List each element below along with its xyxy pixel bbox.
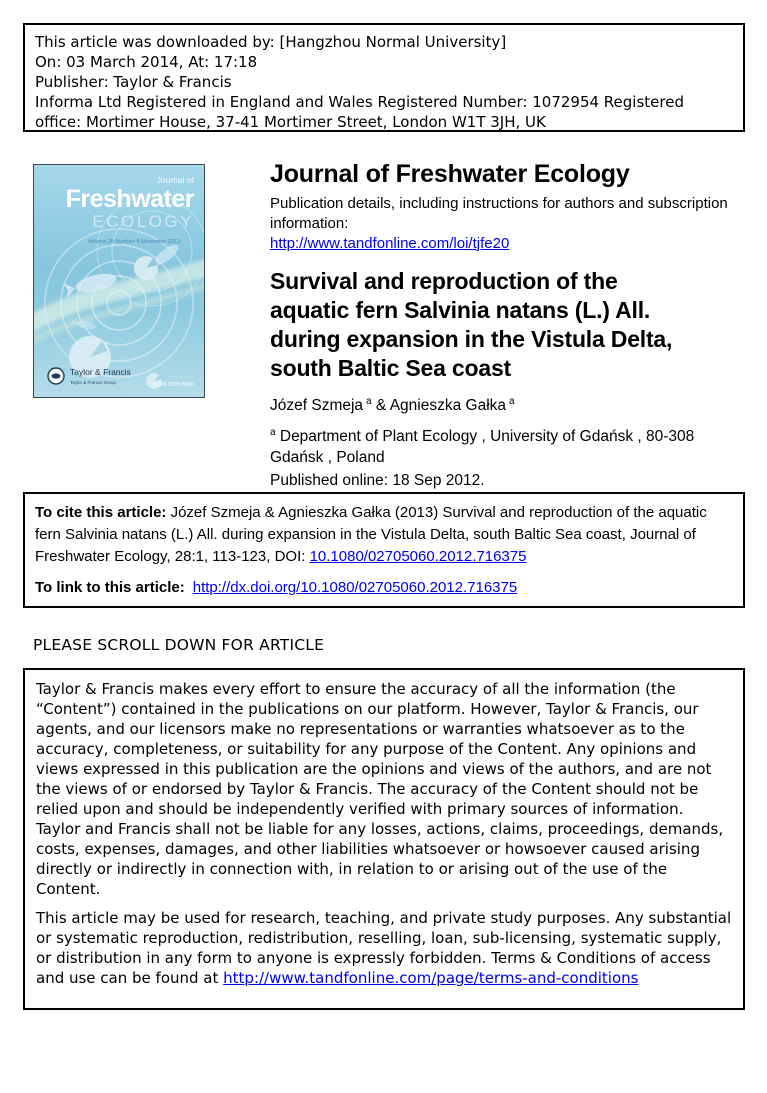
cover-art: [34, 165, 204, 397]
cover-issn-text: ISSN 0270-5060: [153, 382, 194, 388]
doi-link[interactable]: 10.1080/02705060.2012.716375: [309, 548, 527, 565]
journal-homepage-link[interactable]: http://www.tandfonline.com/loi/tjfe20: [270, 235, 510, 252]
download-provenance-box: [23, 23, 745, 132]
disclaimer-paragraph: Taylor & Francis makes every effort to ensure the accuracy of all the information (the “Content”) contained in the publications on our platform. However, Taylor & Francis, our agents, and our licensors make no representations or warranties whatsoever as to the accuracy, completeness, or suitability for any purpose of the Content. Any opinions and views expressed in this publication are the opinions and views of the authors, and are not the views of or endorsed by Taylor & Francis. The accuracy of the Content should not be relied upon and should be independently verified with primary sources of information. Taylor and Francis shall not be liable for any losses, actions, claims, proceedings, demands, costs, expenses, damages, and other liabilities whatsoever or howsoever caused arising directly or indirectly in connection with, in relation to or arising out of the use of the Content.: [36, 680, 724, 898]
link-label: To link to this article:: [35, 579, 185, 596]
journal-cover-image: [33, 164, 205, 398]
cover-journal-of-text: Journal of: [156, 175, 194, 185]
article-title: [270, 267, 740, 383]
registration-line: Informa Ltd Registered in England and Wales Registered Number: 1072954 Registered office: Mortimer House, 37-41 Mortimer Street, London W1T 3JH, UK: [35, 93, 684, 131]
citation-box: [23, 492, 745, 608]
cover-ecology-text: ECOLOGY: [92, 212, 194, 231]
scroll-down-notice: PLEASE SCROLL DOWN FOR ARTICLE: [33, 636, 325, 654]
published-online-line: Published online: 18 Sep 2012.: [270, 472, 485, 490]
usage-text: This article may be used for research, teaching, and private study purposes. Any substantial or systematic reproduction, redistribution, reselling, loan, sub-licensing, systematic supply, or distribution in any form to anyone is expressly forbidden. Terms & Conditions of access and use can be found at: [36, 909, 732, 987]
publisher-line: Publisher: Taylor & Francis: [35, 73, 232, 91]
author-name: Agnieszka Gałka: [389, 397, 507, 415]
tf-logo-text: Taylor & Francis: [70, 367, 131, 377]
article-title-line: during expansion in the Vistula Delta,: [270, 326, 673, 352]
publication-details-text: Publication details, including instructions for authors and subscription information:: [270, 195, 728, 232]
downloaded-by-line: This article was downloaded by: [Hangzhou Normal University]: [35, 33, 507, 51]
author-name: Józef Szmeja: [270, 397, 364, 415]
authors-line: [270, 392, 740, 416]
journal-title: Journal of Freshwater Ecology: [270, 160, 630, 188]
cover-issue-line: Volume 28 Number 4 November 2013: [87, 239, 181, 245]
article-header-column: [270, 160, 740, 491]
article-title-line: Survival and reproduction of the: [270, 268, 618, 294]
affiliation-line: [270, 422, 736, 468]
author-affil-mark: a: [509, 396, 515, 407]
cite-paragraph: [35, 502, 733, 568]
usage-paragraph: [36, 908, 732, 988]
affiliation-mark: a: [270, 427, 276, 439]
terms-and-conditions-link[interactable]: http://www.tandfonline.com/page/terms-and-conditions: [223, 969, 639, 987]
affiliation-text: Department of Plant Ecology , University of Gdańsk , 80-308 Gdańsk , Poland: [270, 428, 695, 467]
cite-text: Józef Szmeja & Agnieszka Gałka (2013) Survival and reproduction of the aquatic fern Salvinia natans (L.) All. during expansion in the Vistula Delta, south Baltic Sea coast, Journal of Freshwater Ecology, 28:1, 113-123, DOI:: [35, 504, 707, 565]
article-url-link[interactable]: http://dx.doi.org/10.1080/02705060.2012.716375: [192, 579, 518, 596]
author-affil-mark: a: [366, 396, 372, 407]
cover-freshwater-text: Freshwater: [65, 185, 194, 213]
article-title-line: aquatic fern Salvinia natans (L.) All.: [270, 297, 651, 323]
download-date-line: On: 03 March 2014, At: 17:18: [35, 53, 258, 71]
tf-logo-tagline: Taylor & Francis Group: [70, 380, 117, 385]
article-title-line: south Baltic Sea coast: [270, 355, 512, 381]
terms-disclaimer-box: [23, 668, 745, 1010]
author-separator: &: [371, 397, 390, 415]
cite-label: To cite this article:: [35, 504, 167, 521]
link-row: [35, 577, 733, 599]
